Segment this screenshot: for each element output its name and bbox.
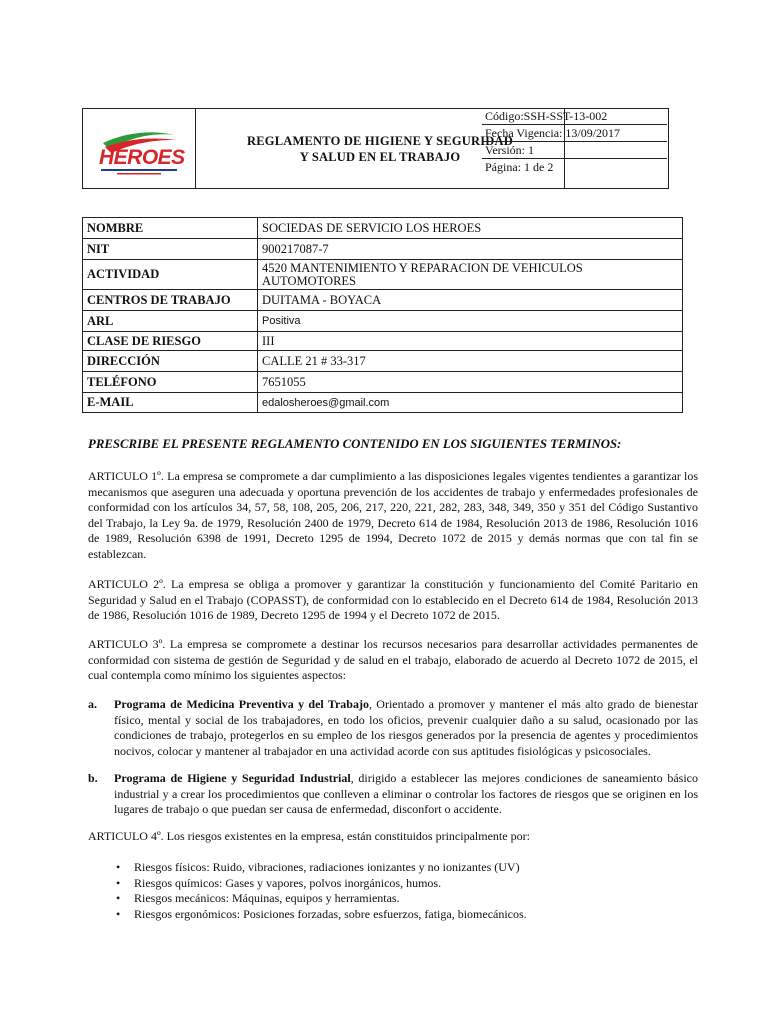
list-item-b	[88, 771, 698, 818]
info-value: SOCIEDAS DE SERVICIO LOS HEROES	[258, 218, 683, 239]
info-value: CALLE 21 # 33-317	[258, 351, 683, 372]
list-item	[116, 860, 527, 876]
table-row	[83, 290, 683, 311]
info-key: TELÉFONO	[83, 372, 258, 393]
logo-text: HEROES	[99, 146, 185, 169]
bullet-icon: •	[116, 891, 121, 906]
info-key: CLASE DE RIESGO	[83, 332, 258, 351]
info-value: DUITAMA - BOYACA	[258, 290, 683, 311]
title-line-2: Y SALUD EN EL TRABAJO	[299, 149, 461, 164]
meta-version: Versión: 1	[482, 142, 667, 159]
section-heading: PRESCRIBE EL PRESENTE REGLAMENTO CONTENIDO EN LOS SIGUIENTES TERMINOS:	[88, 437, 622, 451]
risk-text: Riesgos ergonómicos: Posiciones forzadas, sobre esfuerzos, fatiga, biomecánicos.	[134, 906, 527, 921]
info-key: CENTROS DE TRABAJO	[83, 290, 258, 311]
company-logo-cell	[83, 109, 196, 188]
item-title: Programa de Higiene y Seguridad Industrial	[114, 771, 351, 785]
company-info-table	[82, 217, 683, 413]
table-row	[83, 351, 683, 372]
item-title: Programa de Medicina Preventiva y del Trabajo	[114, 697, 369, 711]
meta-codigo: Código:SSH-SST-13-002	[482, 108, 667, 125]
article-3: ARTICULO 3º. La empresa se compromete a destinar los recursos necesarios para desarrollar actividades permanentes de conformidad con sistema de gestión de Seguridad y de salud en el trabajo, elaborado de acuerdo al Decreto 1072 de 2015, el cual contempla como mínimo los siguientes aspectos:	[88, 637, 698, 683]
article-2: ARTICULO 2º. La empresa se obliga a promover y garantizar la constitución y funcionamiento del Comité Paritario en Seguridad y Salud en el Trabajo (COPASST), de conformidad con lo establecido en el Decreto 614 de 1984, Resolución 2013 de 1986, Resolución 1016 de 1989, Decreto 1295 de 1994 y el Decreto 1072 de 2015.	[88, 577, 698, 623]
table-row	[83, 332, 683, 351]
meta-pagina: Página: 1 de 2	[485, 160, 554, 174]
info-key: NIT	[83, 239, 258, 260]
info-key: E-MAIL	[83, 393, 258, 413]
item-text: , Orientado a promover y mantener el más alto grado de bienestar físico, mental y social de los trabajadores, en todo los oficios, prevenir cualquier daño a su salud, ocasionado por las condiciones de trabajo, protegerlos en su empleo de los riesgos generados por la presencia de agentes y procedimientos nocivos, colocar y mantener al trabajador en una actividad acorde con sus aptitudes fisiológicas y psicosociales.	[114, 697, 699, 758]
table-row	[83, 218, 683, 239]
table-row	[83, 393, 683, 413]
table-row	[83, 260, 683, 290]
info-value: III	[258, 332, 683, 351]
info-key: NOMBRE	[83, 218, 258, 239]
info-key: ARL	[83, 311, 258, 332]
info-value: edalosheroes@gmail.com	[258, 393, 683, 413]
table-row	[83, 372, 683, 393]
info-value: 4520 MANTENIMIENTO Y REPARACION DE VEHICULOS AUTOMOTORES	[258, 260, 683, 290]
risk-text: Riesgos mecánicos: Máquinas, equipos y herramientas.	[134, 891, 400, 906]
info-value: 7651055	[258, 372, 683, 393]
article-1: ARTICULO 1º. La empresa se compromete a dar cumplimiento a las disposiciones legales vigentes tendientes a garantizar los mecanismos que aseguren una adecuada y oportuna prevención de los accidentes de trabajo y enfermedades profesionales de conformidad con los artículos 34, 57, 58, 108, 205, 206, 217, 220, 221, 282, 283, 348, 349, 350 y 351 del Código Sustantivo del Trabajo, la Ley 9a. de 1979, Resolución 2400 de 1979, Decreto 614 de 1984, Resolución 2013 de 1986, Resolución 1016 de 1989, Resolución 6398 de 1991, Decreto 1295 de 1994, Decreto 1072 de 2015 y demás normas que con tal fin se establezcan.	[88, 469, 698, 561]
info-value: 900217087-7	[258, 239, 683, 260]
title-line-1: REGLAMENTO DE HIGIENE Y SEGURIDAD	[247, 133, 513, 148]
info-key: DIRECCIÓN	[83, 351, 258, 372]
risk-text: Riesgos físicos: Ruido, vibraciones, radiaciones ionizantes y no ionizantes (UV)	[134, 860, 520, 874]
list-item	[116, 891, 527, 907]
document-meta-list	[482, 108, 667, 175]
table-row	[83, 311, 683, 332]
list-item-a	[88, 697, 698, 759]
bullet-icon: •	[116, 860, 121, 874]
list-item	[116, 907, 527, 923]
bullet-icon: •	[116, 875, 121, 890]
item-label: b.	[88, 771, 98, 785]
info-key: ACTIVIDAD	[83, 260, 258, 290]
risk-list	[116, 860, 527, 922]
item-label: a.	[88, 697, 97, 711]
item-text: , dirigido a establecer las mejores condiciones de saneamiento básico industrial y a crear los procedimientos que conlleven a eliminar o controlar los factores de riesgos que se originen en los lugares de trabajo o que puedan ser causa de enfermedad, disconfort o accidente.	[114, 771, 699, 817]
list-item	[116, 876, 527, 892]
heroes-logo	[83, 109, 195, 188]
table-row	[83, 239, 683, 260]
article-4: ARTICULO 4º. Los riesgos existentes en la empresa, están constituidos principalmente por:	[88, 829, 530, 843]
info-value: Positiva	[258, 311, 683, 332]
risk-text: Riesgos químicos: Gases y vapores, polvos inorgánicos, humos.	[134, 875, 442, 890]
meta-fecha: Fecha Vigencia: 13/09/2017	[482, 125, 667, 142]
bullet-icon: •	[116, 906, 121, 921]
